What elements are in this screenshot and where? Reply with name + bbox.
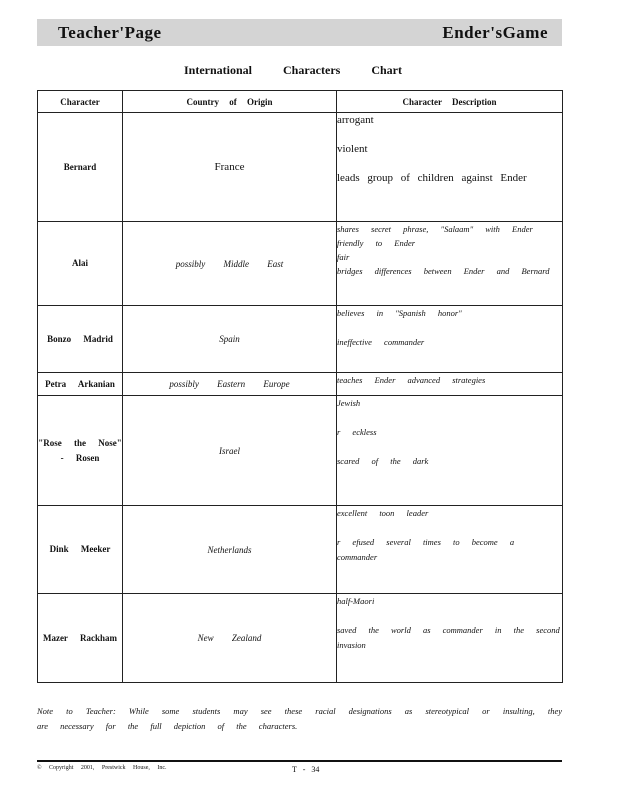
- character-name: Bonzo Madrid: [38, 306, 123, 372]
- column-header-country: Country of Origin: [123, 91, 337, 113]
- teacher-note: Note to Teacher: While some students may see these racial designations as stereotypical or insulting, they are necessary for the full depiction of the characters.: [37, 706, 562, 731]
- character-country: New Zealand: [123, 594, 337, 683]
- table-row: [38, 113, 563, 222]
- table-header-row: [38, 91, 563, 113]
- table-row: [38, 396, 563, 505]
- column-header-description: Character Description: [337, 91, 563, 113]
- description-line: half-Maori: [337, 596, 375, 607]
- description-line: arrogant: [337, 114, 374, 126]
- description-line: violent: [337, 143, 368, 155]
- character-name: Alai: [38, 222, 123, 306]
- description-line: saved the world as commander in the second invasion: [337, 625, 560, 651]
- description-line: believes in "Spanish honor": [337, 308, 462, 319]
- character-country: Netherlands: [123, 505, 337, 594]
- character-country: France: [123, 113, 337, 222]
- footer-copyright: © Copyright 2001, Prestwick House, Inc.: [37, 765, 167, 771]
- description-line: r efused several times to become a commander: [337, 536, 515, 562]
- character-name: Mazer Rackham: [38, 594, 123, 683]
- table-row: [38, 594, 563, 683]
- character-description: [337, 372, 563, 396]
- chart-title: International Characters Chart: [184, 63, 402, 77]
- description-line: friendly to Ender: [337, 238, 416, 249]
- column-header-character: Character: [38, 91, 123, 113]
- table-row: [38, 222, 563, 306]
- table-row: [38, 372, 563, 396]
- character-country: Spain: [123, 306, 337, 372]
- character-description: [337, 594, 563, 683]
- description-line: leads group of children against Ender: [337, 172, 527, 184]
- header-bar: [37, 19, 562, 46]
- character-description: [337, 113, 563, 222]
- character-name: Bernard: [38, 113, 123, 222]
- footer-page-number: T - 34: [292, 765, 320, 774]
- character-description: [337, 306, 563, 372]
- header-left-title: Teacher'Page: [58, 23, 162, 42]
- header-right-title: Ender'sGame: [442, 23, 548, 42]
- table-row: [38, 505, 563, 594]
- character-country: possibly Middle East: [123, 222, 337, 306]
- character-description: [337, 222, 563, 306]
- description-line: excellent toon leader: [337, 507, 429, 518]
- description-line: bridges differences between Ender and Bernard: [337, 266, 550, 277]
- description-line: r eckless: [337, 427, 377, 438]
- character-description: [337, 396, 563, 505]
- character-description: [337, 505, 563, 594]
- footer-divider: [37, 760, 562, 762]
- description-line: ineffective commander: [337, 337, 425, 348]
- description-line: shares secret phrase, "Salaam" with Ender: [337, 224, 533, 235]
- description-line: scared of the dark: [337, 456, 429, 467]
- character-country: possibly Eastern Europe: [123, 372, 337, 396]
- character-name: Petra Arkanian: [38, 372, 123, 396]
- character-name: Dink Meeker: [38, 505, 123, 594]
- character-country: Israel: [123, 396, 337, 505]
- table-row: [38, 306, 563, 372]
- description-line: teaches Ender advanced strategies: [337, 374, 486, 385]
- description-line: Jewish: [337, 398, 361, 409]
- description-line: fair: [337, 252, 350, 263]
- characters-table: [37, 90, 563, 683]
- character-name: "Rose the Nose" - Rosen: [38, 396, 123, 505]
